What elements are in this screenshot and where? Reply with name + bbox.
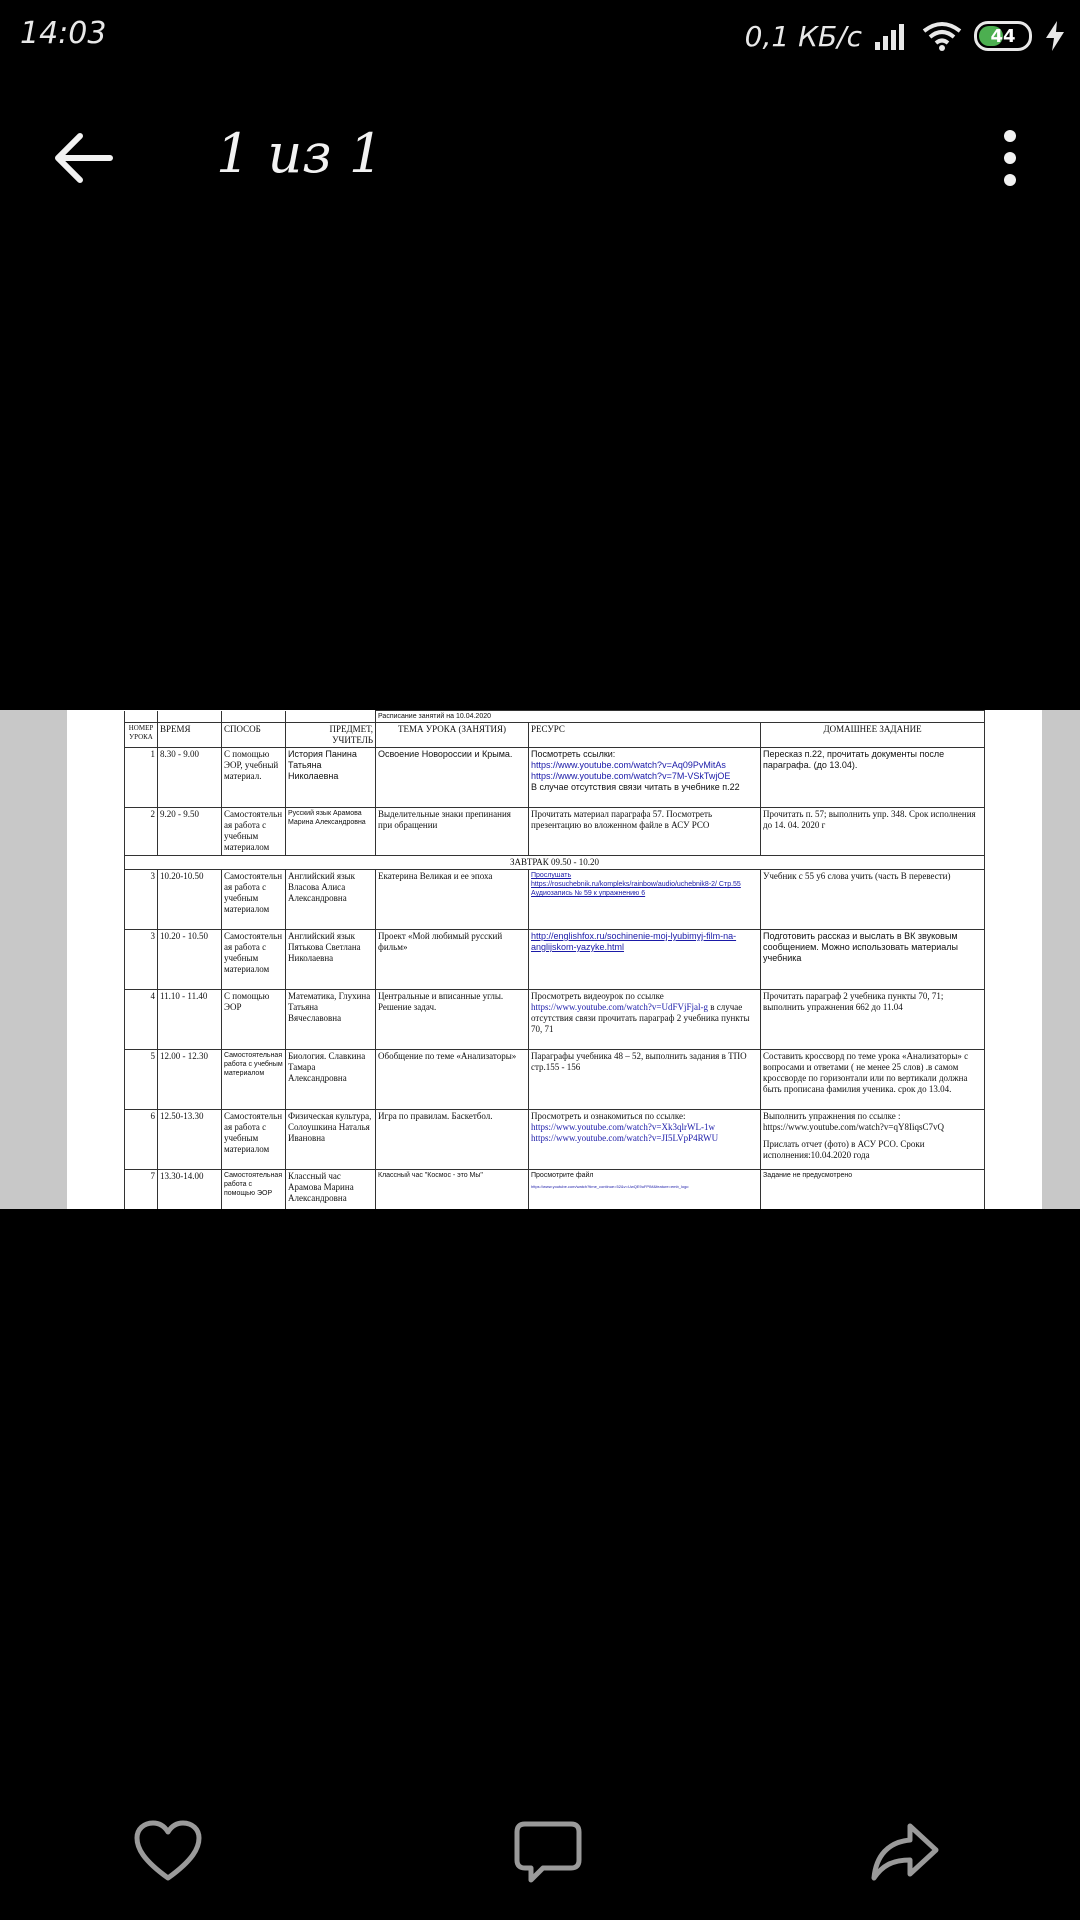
resource-link[interactable]: https://www.youtube.com/watch?time_continue=52&v=UwQE9uFPIM&feature=emb_logo bbox=[531, 1184, 689, 1189]
lesson-method: С помощью ЭОР bbox=[222, 990, 286, 1050]
schedule-document[interactable] bbox=[67, 710, 1042, 1209]
lesson-number: 2 bbox=[125, 808, 158, 856]
lesson-method: Самостоятельная работа с учебным материалом bbox=[222, 1050, 286, 1110]
battery-level: 44 bbox=[990, 25, 1016, 47]
lesson-topic: Освоение Новороссии и Крыма. bbox=[376, 748, 529, 808]
homework-text: Выполнить упражнения по ссылке : https://www.youtube.com/watch?v=qY8IiqsC7vQ bbox=[763, 1111, 944, 1132]
lesson-resource: Прочитать материал параграфа 57. Посмотреть презентацию во вложенном файле в АСУ РСО bbox=[529, 808, 761, 856]
status-bar bbox=[0, 0, 1080, 76]
signal-icon bbox=[874, 22, 910, 50]
lesson-subject: Классный час Арамова Марина Александровна bbox=[286, 1170, 376, 1210]
break-row bbox=[125, 856, 985, 870]
header-cell: ДОМАШНЕЕ ЗАДАНИЕ bbox=[761, 723, 985, 748]
resource-link[interactable]: https://rosuchebnik.ru/kompleks/rainbow/audio/uchebnik8-2/ Стр.55 Аудиозапись № 59 к упражнению 6 bbox=[531, 881, 741, 897]
lesson-number: 7 bbox=[125, 1170, 158, 1210]
lesson-subject: Русский язык Арамова Марина Александровна bbox=[286, 808, 376, 856]
header-cell: НОМЕР УРОКА bbox=[125, 723, 158, 748]
resource-note: В случае отсутствия связи читать в учебнике п.22 bbox=[531, 782, 740, 792]
lesson-method: Самостоятельная работа с учебным материалом bbox=[222, 808, 286, 856]
lesson-homework: Задание не предусмотрено bbox=[761, 1170, 985, 1210]
lesson-number: 1 bbox=[125, 748, 158, 808]
lesson-homework: Подготовить рассказ и выслать в ВК звуковым сообщением. Можно использовать материалы учебника bbox=[761, 930, 985, 990]
more-options-icon[interactable] bbox=[990, 128, 1030, 188]
battery-icon bbox=[974, 21, 1032, 51]
resource-link[interactable]: https://www.youtube.com/watch?v=7M-VSkTwjOE bbox=[531, 771, 731, 781]
share-icon[interactable] bbox=[870, 1820, 940, 1884]
homework-note: Прислать отчет (фото) в АСУ РСО. Сроки исполнения:10.04.2020 года bbox=[763, 1139, 925, 1160]
table-row bbox=[125, 1110, 985, 1170]
lesson-method: Самостоятельная работа с помощью ЭОР bbox=[222, 1170, 286, 1210]
lesson-number: 3 bbox=[125, 870, 158, 930]
lesson-method: Самостоятельн ая работа с учебным материалом bbox=[222, 870, 286, 930]
lesson-homework: Прочитать параграф 2 учебника пункты 70, 71; выполнить упражнения 662 до 11.04 bbox=[761, 990, 985, 1050]
lesson-subject: История Панина Татьяна Николаевна bbox=[286, 748, 376, 808]
lesson-homework: Учебник с 55 у6 слова учить (часть В перевести) bbox=[761, 870, 985, 930]
wifi-icon bbox=[922, 21, 962, 51]
resource-link[interactable]: https://www.youtube.com/watch?v=JI5LVpP4RWU bbox=[531, 1133, 719, 1143]
lesson-topic: Обобщение по теме «Анализаторы» bbox=[376, 1050, 529, 1110]
bottom-action-bar bbox=[0, 1800, 1080, 1900]
lesson-subject: Математика, Глухина Татьяна Вячеславовна bbox=[286, 990, 376, 1050]
table-row bbox=[125, 990, 985, 1050]
header-cell: СПОСОБ bbox=[222, 723, 286, 748]
header-cell: ТЕМА УРОКА (ЗАНЯТИЯ) bbox=[376, 723, 529, 748]
lesson-time: 9.20 - 9.50 bbox=[158, 808, 222, 856]
table-row bbox=[125, 870, 985, 930]
lesson-subject: Английский язык Пятькова Светлана Николаевна bbox=[286, 930, 376, 990]
resource-link[interactable]: https://www.youtube.com/watch?v=Xk3qlrWL-1w bbox=[531, 1122, 715, 1132]
lesson-number: 3 bbox=[125, 930, 158, 990]
like-heart-icon[interactable] bbox=[133, 1820, 203, 1884]
document-title: Расписание занятий на 10.04.2020 bbox=[376, 711, 985, 723]
lesson-number: 6 bbox=[125, 1110, 158, 1170]
lesson-time: 11.10 - 11.40 bbox=[158, 990, 222, 1050]
status-indicators bbox=[745, 16, 1066, 56]
header-cell: ВРЕМЯ bbox=[158, 723, 222, 748]
lesson-subject: Английский язык Власова Алиса Александровна bbox=[286, 870, 376, 930]
lesson-resource bbox=[529, 1170, 761, 1210]
table-row bbox=[125, 930, 985, 990]
lesson-method: С помощью ЭОР, учебный материал. bbox=[222, 748, 286, 808]
comment-icon[interactable] bbox=[513, 1820, 583, 1884]
lesson-homework bbox=[761, 1110, 985, 1170]
lesson-resource bbox=[529, 748, 761, 808]
status-time: 14:03 bbox=[20, 16, 107, 51]
lesson-resource bbox=[529, 990, 761, 1050]
lesson-homework: Пересказ п.22, прочитать документы после параграфа. (до 13.04). bbox=[761, 748, 985, 808]
header-cell: ПРЕДМЕТ, УЧИТЕЛЬ bbox=[286, 723, 376, 748]
viewer-toolbar bbox=[0, 100, 1080, 210]
resource-link-label[interactable]: Прослушать bbox=[531, 872, 572, 879]
schedule-table bbox=[124, 710, 985, 1209]
lesson-topic: Екатерина Великая и ее эпоха bbox=[376, 870, 529, 930]
resource-text: Просмотреть видеоурок по ссылке bbox=[531, 991, 664, 1001]
resource-text: Просмотрите файл bbox=[531, 1172, 594, 1179]
lesson-time: 13.30-14.00 bbox=[158, 1170, 222, 1210]
resource-text: Просмотреть и ознакомиться по ссылке: bbox=[531, 1111, 686, 1121]
resource-note: в случае отсутствия связи прочитать параграф 2 учебника пункты 70, 71 bbox=[531, 1002, 750, 1034]
resource-text: Посмотреть ссылки: bbox=[531, 749, 616, 759]
lesson-time: 10.20-10.50 bbox=[158, 870, 222, 930]
charging-icon bbox=[1044, 20, 1066, 52]
lesson-method: Самостоятельн ая работа с учебным материалом bbox=[222, 930, 286, 990]
lesson-homework: Составить кроссворд по теме урока «Анализаторы» с вопросами и ответами ( не менее 25 слов) .в самом кроссворде по горизонтали или по вертикали должна быть прописана фамилия ученика. срок до 13.04. bbox=[761, 1050, 985, 1110]
page-counter-title: 1 из 1 bbox=[216, 122, 384, 185]
header-cell: РЕСУРС bbox=[529, 723, 761, 748]
lesson-topic: Выделительные знаки препинания при обращении bbox=[376, 808, 529, 856]
lesson-resource bbox=[529, 930, 761, 990]
lesson-time: 8.30 - 9.00 bbox=[158, 748, 222, 808]
lesson-topic: Классный час "Космос - это Мы" bbox=[376, 1170, 529, 1210]
lesson-homework: Прочитать п. 57; выполнить упр. 348. Срок исполнения до 14. 04. 2020 г bbox=[761, 808, 985, 856]
lesson-method: Самостоятельная работа с учебным материалом bbox=[222, 1110, 286, 1170]
table-header-row bbox=[125, 723, 985, 748]
lesson-topic: Центральные и вписанные углы. Решение задач. bbox=[376, 990, 529, 1050]
network-speed: 0,1 КБ/с bbox=[744, 19, 862, 53]
lesson-subject: Физическая культура, Солоушкина Наталья Ивановна bbox=[286, 1110, 376, 1170]
lesson-time: 12.50-13.30 bbox=[158, 1110, 222, 1170]
resource-link[interactable]: https://www.youtube.com/watch?v=UdFVjFjal-g bbox=[531, 1002, 708, 1012]
lesson-topic: Проект «Мой любимый русский фильм» bbox=[376, 930, 529, 990]
table-row bbox=[125, 1050, 985, 1110]
back-arrow-icon[interactable] bbox=[52, 130, 114, 186]
lesson-resource bbox=[529, 870, 761, 930]
lesson-subject: Биология. Славкина Тамара Александровна bbox=[286, 1050, 376, 1110]
table-row bbox=[125, 808, 985, 856]
break-label: ЗАВТРАК 09.50 - 10.20 bbox=[125, 856, 985, 870]
table-row bbox=[125, 748, 985, 808]
lesson-topic: Игра по правилам. Баскетбол. bbox=[376, 1110, 529, 1170]
resource-link[interactable]: https://www.youtube.com/watch?v=Aq09PvMitAs bbox=[531, 760, 726, 770]
table-row bbox=[125, 1170, 985, 1210]
lesson-number: 5 bbox=[125, 1050, 158, 1110]
lesson-resource: Параграфы учебника 48 – 52, выполнить задания в ТПО стр.155 - 156 bbox=[529, 1050, 761, 1110]
lesson-number: 4 bbox=[125, 990, 158, 1050]
lesson-time: 12.00 - 12.30 bbox=[158, 1050, 222, 1110]
lesson-resource bbox=[529, 1110, 761, 1170]
lesson-time: 10.20 - 10.50 bbox=[158, 930, 222, 990]
resource-link[interactable]: http://englishfox.ru/sochinenie-moj-lyubimyj-film-na-anglijskom-yazyke.html bbox=[531, 931, 737, 952]
